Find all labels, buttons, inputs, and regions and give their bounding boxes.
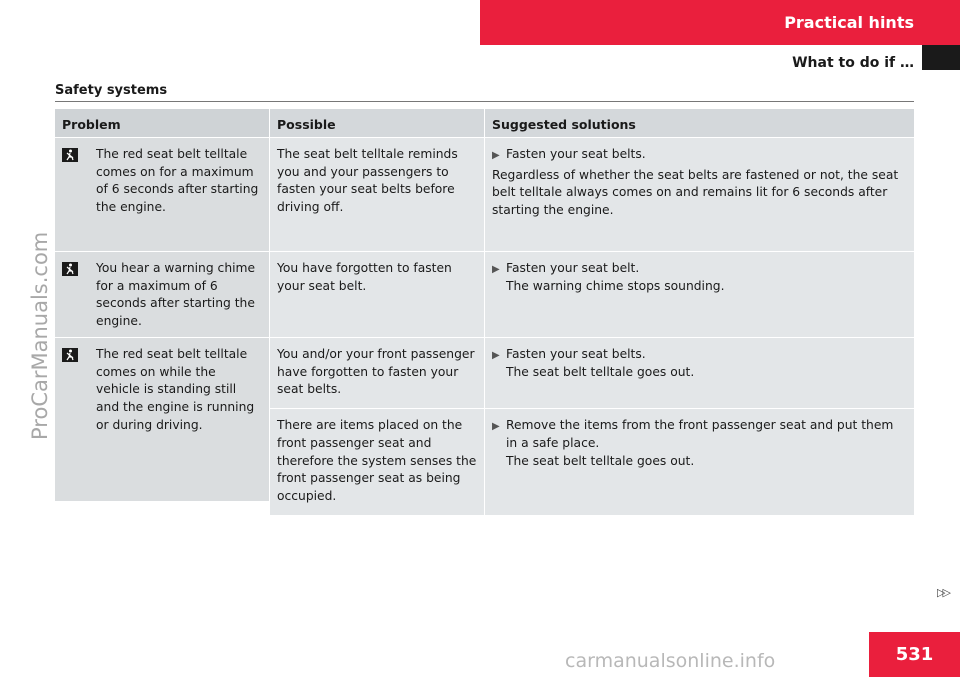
watermark-bottom: carmanualsonline.info: [565, 650, 776, 672]
continue-arrows-icon: ▷▷: [937, 586, 948, 599]
page-subtitle: What to do if …: [792, 55, 914, 71]
problem-cell: [55, 138, 269, 251]
sub-rows: [269, 338, 914, 501]
seat-belt-icon: [62, 348, 78, 362]
solution-step: Fasten your seat belts.: [506, 347, 646, 361]
solution-step: Fasten your seat belts.: [506, 147, 646, 161]
cause-cell: The seat belt telltale reminds you and your passengers to fasten your seat belts before driving off.: [269, 138, 484, 251]
table-row: [55, 138, 914, 252]
arrow-right-icon: ▶: [492, 421, 500, 433]
problem-cell: [55, 252, 269, 337]
cause-cell: You and/or your front passenger have forgotten to fasten your seat belts.: [269, 338, 484, 408]
arrow-right-icon: ▶: [492, 350, 500, 361]
solution-note: Regardless of whether the seat belts are fastened or not, the seat belt telltale always comes on and remains lit for 6 seconds after starting the engine.: [492, 167, 899, 218]
chapter-tab: [922, 45, 960, 70]
problem-cell: [55, 338, 269, 501]
table-header-row: [55, 109, 914, 138]
arrow-right-icon: ▶: [492, 150, 500, 161]
solution-cell: [484, 338, 914, 408]
arrow-right-icon: ▶: [492, 264, 500, 275]
seat-belt-icon: [62, 262, 78, 276]
problem-text: The red seat belt telltale comes on for a maximum of 6 seconds after starting the engine.: [96, 147, 259, 215]
section-title: Safety systems: [55, 83, 168, 98]
table-row: [55, 338, 914, 502]
column-header-solutions: Suggested solutions: [484, 109, 914, 137]
page-number-box: [869, 632, 960, 677]
solution-cell: [484, 409, 914, 515]
problem-text: You hear a warning chime for a maximum of 6 seconds after starting the engine.: [96, 261, 256, 329]
column-header-cause: Possible: [269, 109, 484, 137]
solution-cell: [484, 138, 914, 251]
solution-note: The seat belt telltale goes out.: [506, 364, 695, 379]
sub-row: [269, 408, 914, 515]
solution-note: The seat belt telltale goes out.: [506, 453, 695, 468]
solution-step: Remove the items from the front passenger seat and put them in a safe place.: [506, 418, 894, 450]
solution-step: Fasten your seat belt.: [506, 261, 640, 275]
seat-belt-icon: [62, 148, 78, 162]
troubleshooting-table: [55, 109, 914, 502]
table-row: [55, 252, 914, 338]
solution-cell: [484, 252, 914, 337]
chapter-header: [480, 0, 960, 45]
column-header-problem: Problem: [55, 109, 269, 137]
sub-row: [269, 338, 914, 408]
chapter-title: Practical hints: [784, 13, 914, 32]
problem-text: The red seat belt telltale comes on while the vehicle is standing still and the engine is running or during driving.: [96, 347, 255, 432]
cause-cell: You have forgotten to fasten your seat belt.: [269, 252, 484, 337]
section-divider: [55, 101, 914, 102]
page-number: 531: [895, 644, 934, 665]
solution-note: The warning chime stops sounding.: [506, 278, 725, 293]
cause-cell: There are items placed on the front passenger seat and therefore the system senses the front passenger seat as being occupied.: [269, 409, 484, 515]
watermark-left: ProCarManuals.com: [28, 231, 52, 440]
